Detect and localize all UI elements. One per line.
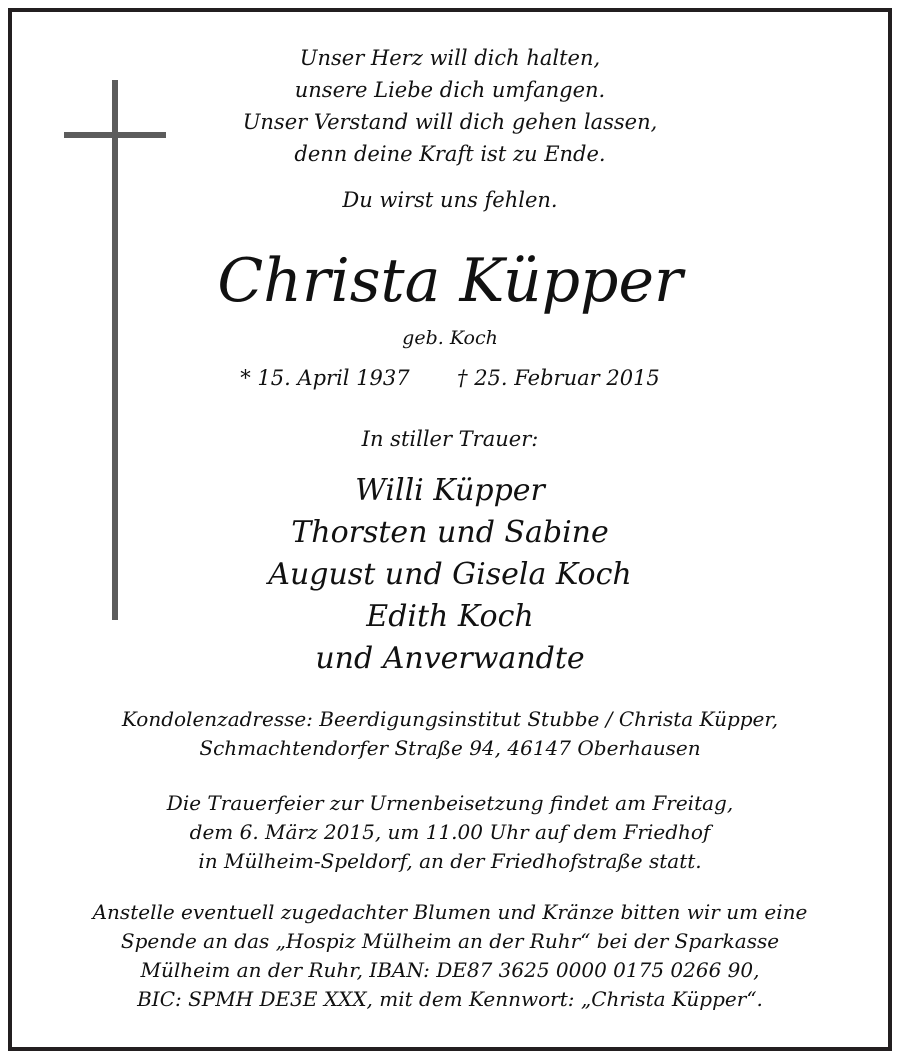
family-member: und Anverwandte [315,641,585,676]
death-date: † 25. Februar 2015 [457,366,660,390]
condolence-address [0,705,900,763]
ceremony-info [0,789,900,876]
condolence-line: Schmachtendorfer Straße 94, 46147 Oberhausen [199,736,701,760]
poem-line: denn deine Kraft ist zu Ende. [294,142,606,166]
poem-line: Unser Herz will dich halten, [299,46,601,70]
condolence-line: Kondolenzadresse: Beerdigungsinstitut Stubbe / Christa Küpper, [121,707,779,731]
poem [0,42,900,170]
family-member: August und Gisela Koch [268,557,632,592]
deceased-name: Christa Küpper [217,246,683,316]
family-member: Edith Koch [366,599,534,634]
birth-name: geb. Koch [402,327,498,349]
birth-date: * 15. April 1937 [240,366,410,390]
donation-line: Mülheim an der Ruhr, IBAN: DE87 3625 0000 0175 0266 90, [140,958,760,982]
family-member: Thorsten und Sabine [291,515,609,550]
farewell-line: Du wirst uns fehlen. [342,188,558,212]
mourning-intro: In stiller Trauer: [361,427,539,451]
donation-info [0,898,900,1014]
donation-line: Anstelle eventuell zugedachter Blumen und Kränze bitten wir um eine [92,900,808,924]
life-dates [0,366,900,390]
ceremony-line: Die Trauerfeier zur Urnenbeisetzung findet am Freitag, [166,791,734,815]
poem-line: Unser Verstand will dich gehen lassen, [242,110,658,134]
donation-line: Spende an das „Hospiz Mülheim an der Ruhr“ bei der Sparkasse [120,929,780,953]
poem-line: unsere Liebe dich umfangen. [294,78,606,102]
donation-line: BIC: SPMH DE3E XXX, mit dem Kennwort: „Christa Küpper“. [137,987,763,1011]
ceremony-line: dem 6. März 2015, um 11.00 Uhr auf dem Friedhof [189,820,711,844]
family-member: Willi Küpper [355,473,545,508]
family-list [0,470,900,680]
ceremony-line: in Mülheim-Speldorf, an der Friedhofstraße statt. [198,849,702,873]
